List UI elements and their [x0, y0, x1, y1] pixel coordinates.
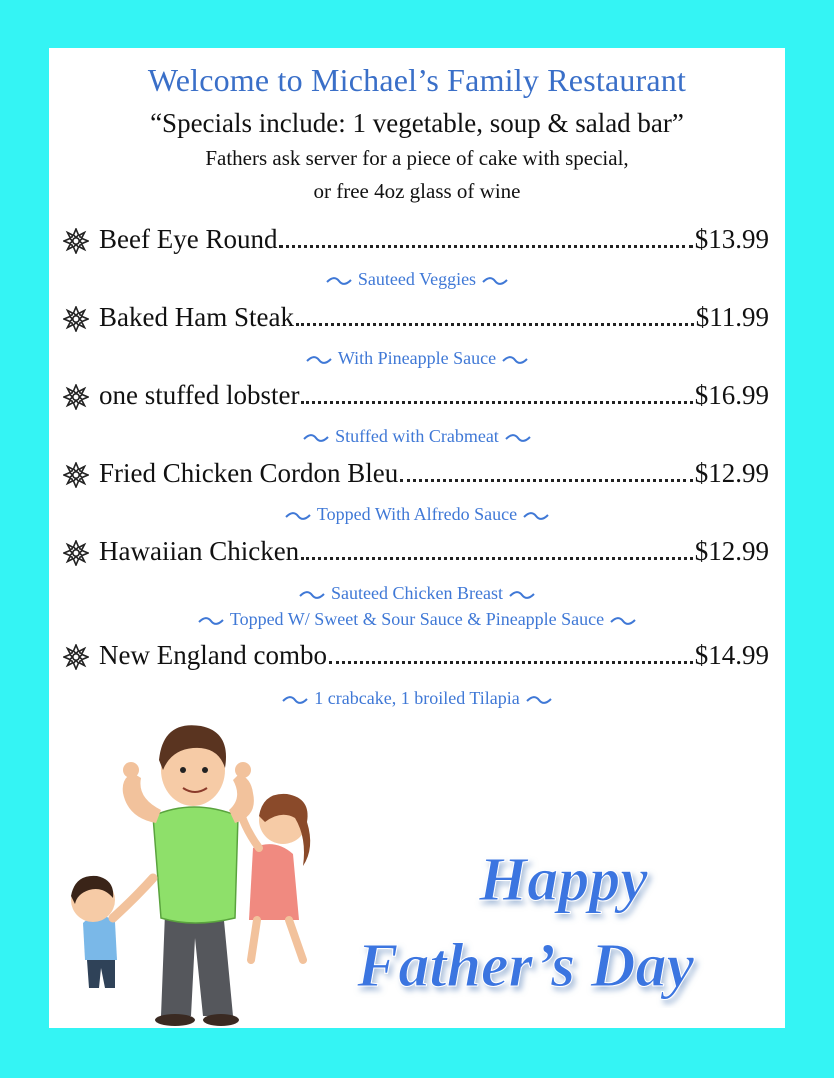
restaurant-title: Welcome to Michael’s Family Restaurant	[147, 62, 687, 98]
greeting-line2: Father’s Day	[357, 932, 694, 1000]
ornament-bullet-icon	[63, 384, 89, 410]
item-price: $11.99	[695, 302, 769, 332]
menu-item-chicken-cordon-bleu	[63, 458, 769, 492]
swash-ornament-icon	[526, 695, 552, 705]
item-description: With Pineapple Sauce	[49, 348, 785, 369]
swash-ornament-icon	[523, 511, 549, 521]
item-price: $16.99	[694, 380, 769, 410]
item-price: $12.99	[694, 536, 769, 566]
swash-ornament-icon	[198, 616, 224, 626]
swash-ornament-icon	[509, 590, 535, 600]
ornament-bullet-icon	[63, 462, 89, 488]
menu-item-new-england-combo	[63, 640, 769, 674]
swash-ornament-icon	[482, 276, 508, 286]
item-name: Baked Ham Steak	[99, 302, 294, 332]
menu-item-stuffed-lobster	[63, 380, 769, 414]
item-name: one stuffed lobster	[99, 380, 300, 410]
dot-leader	[400, 478, 693, 482]
dot-leader	[301, 556, 693, 560]
menu-item-hawaiian-chicken	[63, 536, 769, 570]
item-name: Hawaiian Chicken	[99, 536, 300, 566]
swash-ornament-icon	[303, 433, 329, 443]
item-price: $12.99	[694, 458, 769, 488]
item-name: Beef Eye Round	[99, 224, 278, 254]
dot-leader	[296, 322, 694, 326]
item-description: Topped W/ Sweet & Sour Sauce & Pineapple Sauce	[49, 609, 785, 630]
swash-ornament-icon	[502, 355, 528, 365]
item-price: $13.99	[694, 224, 769, 254]
item-description: Sauteed Chicken Breast	[49, 583, 785, 604]
swash-ornament-icon	[610, 616, 636, 626]
swash-ornament-icon	[326, 276, 352, 286]
swash-ornament-icon	[285, 511, 311, 521]
ornament-bullet-icon	[63, 540, 89, 566]
ornament-bullet-icon	[63, 644, 89, 670]
ornament-bullet-icon	[63, 306, 89, 332]
fathers-note-line1: Fathers ask server for a piece of cake with special,	[205, 146, 629, 170]
fathers-note-line2: or free 4oz glass of wine	[313, 179, 521, 203]
happy-fathers-day-greeting	[349, 828, 779, 1008]
dot-leader	[329, 660, 693, 664]
item-name: Fried Chicken Cordon Bleu	[99, 458, 399, 488]
swash-ornament-icon	[299, 590, 325, 600]
dot-leader	[279, 244, 692, 248]
menu-item-baked-ham-steak	[63, 302, 769, 336]
item-description: Stuffed with Crabmeat	[49, 426, 785, 447]
item-description: Sauteed Veggies	[49, 269, 785, 290]
greeting-line1: Happy	[479, 846, 648, 914]
item-name: New England combo	[99, 640, 327, 670]
swash-ornament-icon	[505, 433, 531, 443]
menu-page	[49, 48, 785, 1028]
ornament-bullet-icon	[63, 228, 89, 254]
father-with-children-illustration	[53, 698, 333, 1028]
item-description: 1 crabcake, 1 broiled Tilapia	[49, 688, 785, 709]
swash-ornament-icon	[306, 355, 332, 365]
dot-leader	[301, 400, 692, 404]
item-description: Topped With Alfredo Sauce	[49, 504, 785, 525]
item-price: $14.99	[694, 640, 769, 670]
specials-line: “Specials include: 1 vegetable, soup & salad bar”	[150, 108, 684, 138]
menu-item-beef-eye-round	[63, 224, 769, 258]
